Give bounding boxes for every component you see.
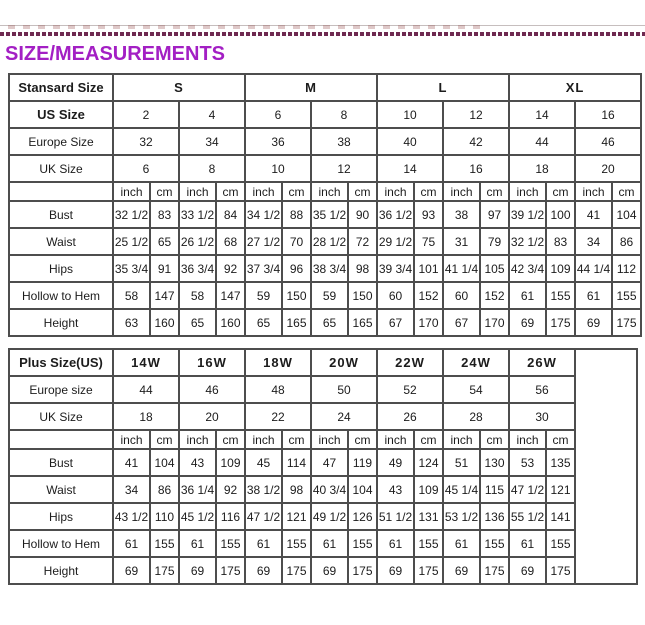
- inch-value-cell: 65: [311, 309, 348, 336]
- cm-value-cell: 170: [480, 309, 509, 336]
- inch-value-cell: 38 3/4: [311, 255, 348, 282]
- cm-value-cell: 150: [348, 282, 377, 309]
- size-chart-page: [0, 25, 645, 585]
- cm-value-cell: 110: [150, 503, 179, 530]
- size-value-cell: 44: [509, 128, 575, 155]
- group-size-cell: 26W: [509, 349, 575, 376]
- unit-inch-cell: inch: [377, 182, 414, 201]
- cm-value-cell: 175: [414, 557, 443, 584]
- inch-value-cell: 49: [377, 449, 414, 476]
- size-value-cell: 2: [113, 101, 179, 128]
- measurement-row: [9, 530, 637, 557]
- group-size-cell: 16W: [179, 349, 245, 376]
- cm-value-cell: 96: [282, 255, 311, 282]
- cm-value-cell: 83: [546, 228, 575, 255]
- unit-inch-cell: inch: [245, 182, 282, 201]
- cm-value-cell: 170: [414, 309, 443, 336]
- size-value-cell: 4: [179, 101, 245, 128]
- measure-row-label: Height: [9, 309, 113, 336]
- cm-value-cell: 155: [612, 282, 641, 309]
- cm-value-cell: 175: [216, 557, 245, 584]
- cm-value-cell: 86: [150, 476, 179, 503]
- inch-value-cell: 43: [377, 476, 414, 503]
- size-value-cell: 24: [311, 403, 377, 430]
- size-value-cell: 6: [245, 101, 311, 128]
- size-value-cell: 42: [443, 128, 509, 155]
- plus-size-table: [8, 348, 638, 585]
- cm-value-cell: 155: [546, 282, 575, 309]
- inch-value-cell: 61: [509, 530, 546, 557]
- inch-value-cell: 69: [377, 557, 414, 584]
- inch-value-cell: 69: [113, 557, 150, 584]
- cm-value-cell: 141: [546, 503, 575, 530]
- cm-value-cell: 155: [216, 530, 245, 557]
- cm-value-cell: 155: [546, 530, 575, 557]
- measurement-row: [9, 557, 637, 584]
- inch-value-cell: 61: [509, 282, 546, 309]
- size-value-cell: 54: [443, 376, 509, 403]
- unit-row-spacer-cell: [9, 182, 113, 201]
- cm-value-cell: 175: [348, 557, 377, 584]
- measurement-row: [9, 228, 641, 255]
- unit-cm-cell: cm: [414, 430, 443, 449]
- cm-value-cell: 175: [282, 557, 311, 584]
- size-row-label: UK Size: [9, 403, 113, 430]
- cm-value-cell: 165: [348, 309, 377, 336]
- group-size-cell: 14W: [113, 349, 179, 376]
- cm-value-cell: 124: [414, 449, 443, 476]
- unit-row-spacer-cell: [9, 430, 113, 449]
- inch-value-cell: 63: [113, 309, 150, 336]
- measurement-row: [9, 309, 641, 336]
- group-size-cell: 20W: [311, 349, 377, 376]
- cm-value-cell: 98: [348, 255, 377, 282]
- unit-cm-cell: cm: [414, 182, 443, 201]
- cm-value-cell: 91: [150, 255, 179, 282]
- size-value-cell: 20: [575, 155, 641, 182]
- inch-value-cell: 25 1/2: [113, 228, 150, 255]
- unit-cm-cell: cm: [282, 430, 311, 449]
- cm-value-cell: 105: [480, 255, 509, 282]
- group-header-row: [9, 74, 641, 101]
- cm-value-cell: 126: [348, 503, 377, 530]
- cm-value-cell: 75: [414, 228, 443, 255]
- inch-value-cell: 45: [245, 449, 282, 476]
- inch-value-cell: 41: [113, 449, 150, 476]
- inch-value-cell: 47: [311, 449, 348, 476]
- inch-value-cell: 53: [509, 449, 546, 476]
- size-row-label: UK Size: [9, 155, 113, 182]
- measure-row-label: Hips: [9, 503, 113, 530]
- cm-value-cell: 79: [480, 228, 509, 255]
- inch-value-cell: 53 1/2: [443, 503, 480, 530]
- group-size-cell: M: [245, 74, 377, 101]
- inch-value-cell: 61: [113, 530, 150, 557]
- cm-value-cell: 92: [216, 255, 245, 282]
- unit-inch-cell: inch: [113, 182, 150, 201]
- unit-inch-cell: inch: [245, 430, 282, 449]
- inch-value-cell: 31: [443, 228, 480, 255]
- size-value-cell: 10: [245, 155, 311, 182]
- cm-value-cell: 155: [282, 530, 311, 557]
- cm-value-cell: 65: [150, 228, 179, 255]
- inch-value-cell: 69: [311, 557, 348, 584]
- cm-value-cell: 135: [546, 449, 575, 476]
- inch-value-cell: 45 1/4: [443, 476, 480, 503]
- dashed-divider: [0, 32, 645, 36]
- cm-value-cell: 136: [480, 503, 509, 530]
- size-value-cell: 14: [377, 155, 443, 182]
- inch-value-cell: 43 1/2: [113, 503, 150, 530]
- measurement-row: [9, 201, 641, 228]
- unit-cm-cell: cm: [150, 182, 179, 201]
- inch-value-cell: 32 1/2: [113, 201, 150, 228]
- cropped-top-text-remnant: [8, 25, 488, 29]
- measurement-row: [9, 476, 637, 503]
- cm-value-cell: 147: [216, 282, 245, 309]
- size-value-cell: 40: [377, 128, 443, 155]
- inch-value-cell: 69: [245, 557, 282, 584]
- cm-value-cell: 131: [414, 503, 443, 530]
- cm-value-cell: 155: [150, 530, 179, 557]
- group-size-cell: XL: [509, 74, 641, 101]
- measure-row-label: Waist: [9, 228, 113, 255]
- size-row-label: US Size: [9, 101, 113, 128]
- size-value-cell: 18: [113, 403, 179, 430]
- cm-value-cell: 100: [546, 201, 575, 228]
- cm-value-cell: 68: [216, 228, 245, 255]
- cm-value-cell: 114: [282, 449, 311, 476]
- corner-label-cell: Stansard Size: [9, 74, 113, 101]
- inch-value-cell: 41 1/4: [443, 255, 480, 282]
- inch-value-cell: 59: [311, 282, 348, 309]
- size-value-cell: 16: [575, 101, 641, 128]
- cm-value-cell: 175: [546, 557, 575, 584]
- size-row-label: Europe size: [9, 376, 113, 403]
- inch-value-cell: 37 3/4: [245, 255, 282, 282]
- cm-value-cell: 112: [612, 255, 641, 282]
- cm-value-cell: 104: [150, 449, 179, 476]
- unit-header-row: [9, 430, 637, 449]
- inch-value-cell: 58: [179, 282, 216, 309]
- unit-cm-cell: cm: [546, 182, 575, 201]
- cm-value-cell: 160: [150, 309, 179, 336]
- cm-value-cell: 150: [282, 282, 311, 309]
- inch-value-cell: 43: [179, 449, 216, 476]
- size-value-cell: 38: [311, 128, 377, 155]
- cm-value-cell: 175: [150, 557, 179, 584]
- measurement-row: [9, 282, 641, 309]
- cm-value-cell: 119: [348, 449, 377, 476]
- unit-inch-cell: inch: [509, 182, 546, 201]
- unit-cm-cell: cm: [348, 430, 377, 449]
- inch-value-cell: 27 1/2: [245, 228, 282, 255]
- inch-value-cell: 65: [245, 309, 282, 336]
- inch-value-cell: 38 1/2: [245, 476, 282, 503]
- cm-value-cell: 175: [546, 309, 575, 336]
- measurement-row: [9, 449, 637, 476]
- cm-value-cell: 121: [546, 476, 575, 503]
- cm-value-cell: 98: [282, 476, 311, 503]
- inch-value-cell: 35 3/4: [113, 255, 150, 282]
- group-header-row: [9, 349, 637, 376]
- inch-value-cell: 36 1/4: [179, 476, 216, 503]
- size-value-cell: 52: [377, 376, 443, 403]
- measure-row-label: Waist: [9, 476, 113, 503]
- group-size-cell: 18W: [245, 349, 311, 376]
- cm-value-cell: 109: [546, 255, 575, 282]
- inch-value-cell: 61: [311, 530, 348, 557]
- unit-inch-cell: inch: [179, 182, 216, 201]
- unit-cm-cell: cm: [216, 182, 245, 201]
- inch-value-cell: 58: [113, 282, 150, 309]
- cm-value-cell: 90: [348, 201, 377, 228]
- inch-value-cell: 69: [443, 557, 480, 584]
- size-value-cell: 14: [509, 101, 575, 128]
- unit-inch-cell: inch: [311, 430, 348, 449]
- cm-value-cell: 152: [414, 282, 443, 309]
- cm-value-cell: 121: [282, 503, 311, 530]
- page-title: SIZE/MEASUREMENTS: [5, 43, 226, 65]
- measure-row-label: Hollow to Hem: [9, 282, 113, 309]
- unit-cm-cell: cm: [480, 430, 509, 449]
- size-value-cell: 48: [245, 376, 311, 403]
- inch-value-cell: 36 3/4: [179, 255, 216, 282]
- size-value-cell: 10: [377, 101, 443, 128]
- cm-value-cell: 115: [480, 476, 509, 503]
- size-value-cell: 12: [443, 101, 509, 128]
- inch-value-cell: 36 1/2: [377, 201, 414, 228]
- unit-inch-cell: inch: [443, 430, 480, 449]
- cm-value-cell: 104: [348, 476, 377, 503]
- inch-value-cell: 61: [575, 282, 612, 309]
- inch-value-cell: 38: [443, 201, 480, 228]
- inch-value-cell: 40 3/4: [311, 476, 348, 503]
- measure-row-label: Hollow to Hem: [9, 530, 113, 557]
- inch-value-cell: 61: [377, 530, 414, 557]
- cm-value-cell: 109: [216, 449, 245, 476]
- inch-value-cell: 45 1/2: [179, 503, 216, 530]
- unit-cm-cell: cm: [348, 182, 377, 201]
- unit-cm-cell: cm: [480, 182, 509, 201]
- unit-inch-cell: inch: [443, 182, 480, 201]
- size-value-cell: 18: [509, 155, 575, 182]
- size-row: [9, 128, 641, 155]
- cm-value-cell: 72: [348, 228, 377, 255]
- inch-value-cell: 33 1/2: [179, 201, 216, 228]
- inch-value-cell: 32 1/2: [509, 228, 546, 255]
- size-row-label: Europe Size: [9, 128, 113, 155]
- size-value-cell: 28: [443, 403, 509, 430]
- cm-value-cell: 97: [480, 201, 509, 228]
- inch-value-cell: 28 1/2: [311, 228, 348, 255]
- size-value-cell: 8: [179, 155, 245, 182]
- unit-header-row: [9, 182, 641, 201]
- inch-value-cell: 69: [179, 557, 216, 584]
- inch-value-cell: 35 1/2: [311, 201, 348, 228]
- inch-value-cell: 69: [575, 309, 612, 336]
- inch-value-cell: 60: [377, 282, 414, 309]
- unit-cm-cell: cm: [612, 182, 641, 201]
- cm-value-cell: 84: [216, 201, 245, 228]
- cm-value-cell: 88: [282, 201, 311, 228]
- size-value-cell: 36: [245, 128, 311, 155]
- size-value-cell: 16: [443, 155, 509, 182]
- size-value-cell: 46: [179, 376, 245, 403]
- group-size-cell: L: [377, 74, 509, 101]
- cm-value-cell: 165: [282, 309, 311, 336]
- inch-value-cell: 29 1/2: [377, 228, 414, 255]
- size-value-cell: 32: [113, 128, 179, 155]
- measurement-row: [9, 503, 637, 530]
- cm-value-cell: 93: [414, 201, 443, 228]
- unit-inch-cell: inch: [377, 430, 414, 449]
- group-size-cell: 22W: [377, 349, 443, 376]
- inch-value-cell: 41: [575, 201, 612, 228]
- size-value-cell: 30: [509, 403, 575, 430]
- cm-value-cell: 116: [216, 503, 245, 530]
- cm-value-cell: 83: [150, 201, 179, 228]
- unit-cm-cell: cm: [150, 430, 179, 449]
- cm-value-cell: 175: [612, 309, 641, 336]
- inch-value-cell: 55 1/2: [509, 503, 546, 530]
- unit-cm-cell: cm: [216, 430, 245, 449]
- cm-value-cell: 155: [414, 530, 443, 557]
- unit-inch-cell: inch: [575, 182, 612, 201]
- size-value-cell: 22: [245, 403, 311, 430]
- cm-value-cell: 101: [414, 255, 443, 282]
- inch-value-cell: 69: [509, 309, 546, 336]
- inch-value-cell: 65: [179, 309, 216, 336]
- inch-value-cell: 39 3/4: [377, 255, 414, 282]
- size-value-cell: 44: [113, 376, 179, 403]
- cm-value-cell: 147: [150, 282, 179, 309]
- inch-value-cell: 39 1/2: [509, 201, 546, 228]
- measure-row-label: Height: [9, 557, 113, 584]
- cm-value-cell: 92: [216, 476, 245, 503]
- inch-value-cell: 34: [575, 228, 612, 255]
- cm-value-cell: 155: [480, 530, 509, 557]
- measure-row-label: Bust: [9, 201, 113, 228]
- inch-value-cell: 49 1/2: [311, 503, 348, 530]
- inch-value-cell: 61: [245, 530, 282, 557]
- size-value-cell: 8: [311, 101, 377, 128]
- cm-value-cell: 130: [480, 449, 509, 476]
- inch-value-cell: 47 1/2: [509, 476, 546, 503]
- size-value-cell: 34: [179, 128, 245, 155]
- measure-row-label: Hips: [9, 255, 113, 282]
- cm-value-cell: 160: [216, 309, 245, 336]
- inch-value-cell: 34: [113, 476, 150, 503]
- unit-cm-cell: cm: [282, 182, 311, 201]
- inch-value-cell: 51 1/2: [377, 503, 414, 530]
- inch-value-cell: 42 3/4: [509, 255, 546, 282]
- cm-value-cell: 175: [480, 557, 509, 584]
- size-value-cell: 6: [113, 155, 179, 182]
- size-value-cell: 56: [509, 376, 575, 403]
- size-row: [9, 376, 637, 403]
- size-value-cell: 12: [311, 155, 377, 182]
- unit-inch-cell: inch: [179, 430, 216, 449]
- inch-value-cell: 67: [443, 309, 480, 336]
- unit-inch-cell: inch: [509, 430, 546, 449]
- size-value-cell: 20: [179, 403, 245, 430]
- inch-value-cell: 67: [377, 309, 414, 336]
- inch-value-cell: 34 1/2: [245, 201, 282, 228]
- measurement-row: [9, 255, 641, 282]
- group-size-cell: S: [113, 74, 245, 101]
- inch-value-cell: 61: [443, 530, 480, 557]
- inch-value-cell: 47 1/2: [245, 503, 282, 530]
- inch-value-cell: 59: [245, 282, 282, 309]
- cm-value-cell: 104: [612, 201, 641, 228]
- inch-value-cell: 61: [179, 530, 216, 557]
- cm-value-cell: 152: [480, 282, 509, 309]
- cm-value-cell: 86: [612, 228, 641, 255]
- unit-inch-cell: inch: [311, 182, 348, 201]
- size-value-cell: 26: [377, 403, 443, 430]
- measure-row-label: Bust: [9, 449, 113, 476]
- cm-value-cell: 109: [414, 476, 443, 503]
- cm-value-cell: 70: [282, 228, 311, 255]
- inch-value-cell: 60: [443, 282, 480, 309]
- size-value-cell: 46: [575, 128, 641, 155]
- inch-value-cell: 44 1/4: [575, 255, 612, 282]
- standard-size-table: [8, 73, 642, 337]
- empty-column-cell: [575, 349, 637, 584]
- inch-value-cell: 69: [509, 557, 546, 584]
- size-row: [9, 403, 637, 430]
- size-row: [9, 101, 641, 128]
- unit-cm-cell: cm: [546, 430, 575, 449]
- group-size-cell: 24W: [443, 349, 509, 376]
- inch-value-cell: 51: [443, 449, 480, 476]
- size-row: [9, 155, 641, 182]
- corner-label-cell: Plus Size(US): [9, 349, 113, 376]
- inch-value-cell: 26 1/2: [179, 228, 216, 255]
- size-value-cell: 50: [311, 376, 377, 403]
- unit-inch-cell: inch: [113, 430, 150, 449]
- cm-value-cell: 155: [348, 530, 377, 557]
